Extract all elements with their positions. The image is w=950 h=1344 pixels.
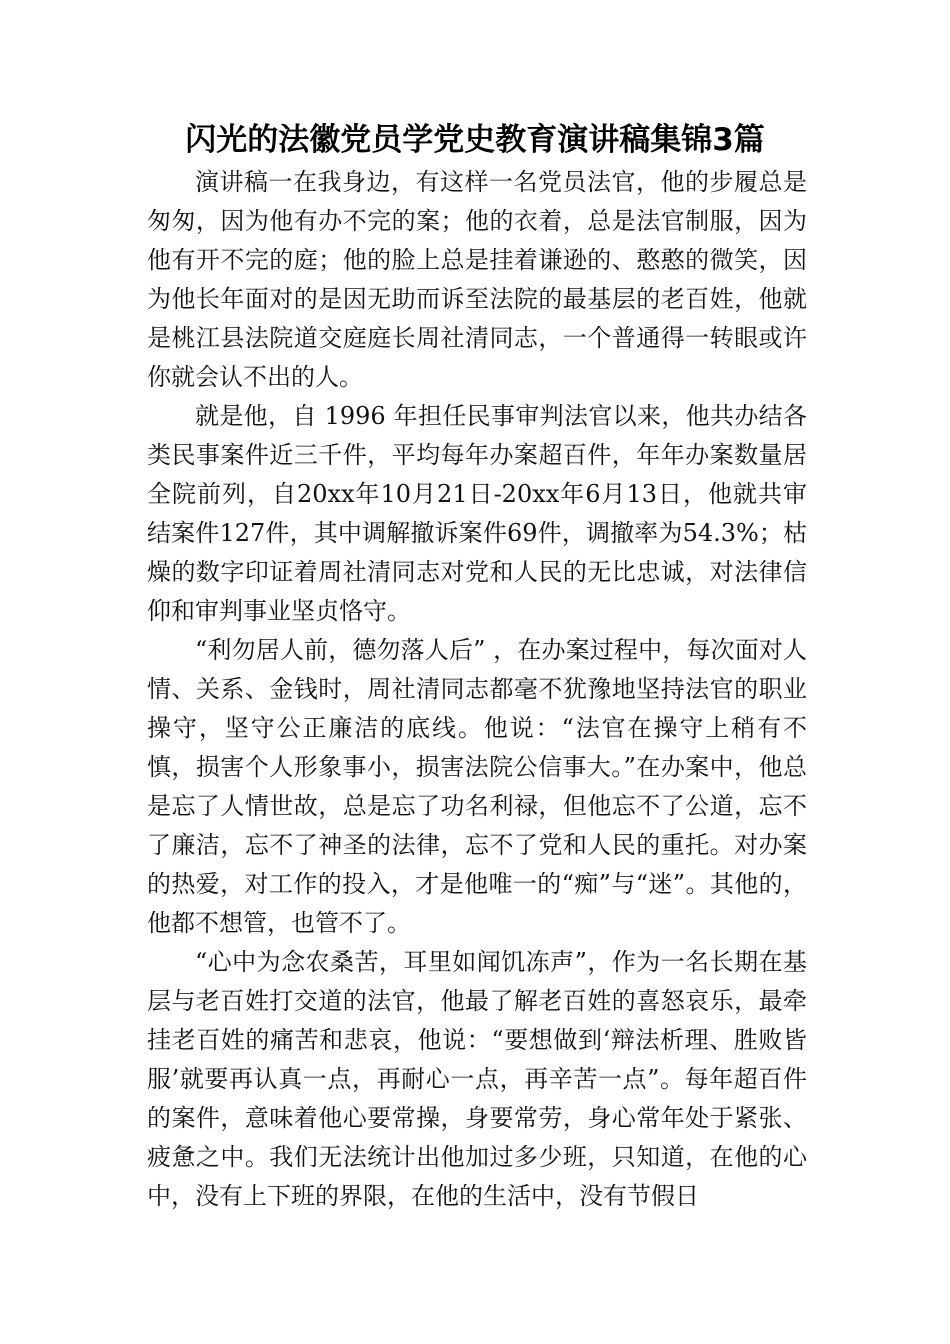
paragraph: 就是他，自 1996 年担任民事审判法官以来，他共办结各类民事案件近三千件，平均每年办案超百件，年年办案数量居全院前列，自20xx年10月21日-20xx年6月13日，他就共审结案件127件，其中调解撤诉案件69件，调撤率为54.3%；枯燥的数字印证着周社清同志对党和人民的无比忠诚，对法律信仰和审判事业坚贞恪守。 — [147, 402, 807, 625]
document-body — [147, 163, 807, 1216]
paragraph: “心中为念农桑苦，耳里如闻饥冻声”，作为一名长期在基层与老百姓打交道的法官，他最了解老百姓的喜怒哀乐，最牵挂老百姓的痛苦和悲哀，他说：“要想做到‘辩法析理、胜败皆服’就要再认真一点，再耐心一点，再辛苦一点”。每年超百件的案件，意味着他心要常操，身要常劳，身心常年处于紧张、疲惫之中。我们无法统计出他加过多少班，只知道，在他的心中，没有上下班的界限，在他的生活中，没有节假日 — [147, 948, 807, 1210]
document-title: 闪光的法徽党员学党史教育演讲稿集锦3篇 — [185, 122, 765, 158]
paragraph: 演讲稿一在我身边，有这样一名党员法官，他的步履总是匆匆，因为他有办不完的案；他的衣着，总是法官制服，因为他有开不完的庭；他的脸上总是挂着谦逊的、憨憨的微笑，因为他长年面对的是因无助而诉至法院的最基层的老百姓，他就是桃江县法院道交庭庭长周社清同志，一个普通得一转眼或许你就会认不出的人。 — [147, 168, 807, 391]
paragraph: “利勿居人前，德勿落人后” ，在办案过程中，每次面对人情、关系、金钱时，周社清同志都毫不犹豫地坚持法官的职业操守，坚守公正廉洁的底线。他说：“法官在操守上稍有不慎，损害个人形象事小，损害法院公信事大。”在办案中，他总是忘了人情世故，总是忘了功名利禄，但他忘不了公道，忘不了廉洁，忘不了神圣的法律，忘不了党和人民的重托。对办案的热爱，对工作的投入，才是他唯一的“痴”与“迷”。其他的，他都不想管，也管不了。 — [147, 636, 807, 937]
